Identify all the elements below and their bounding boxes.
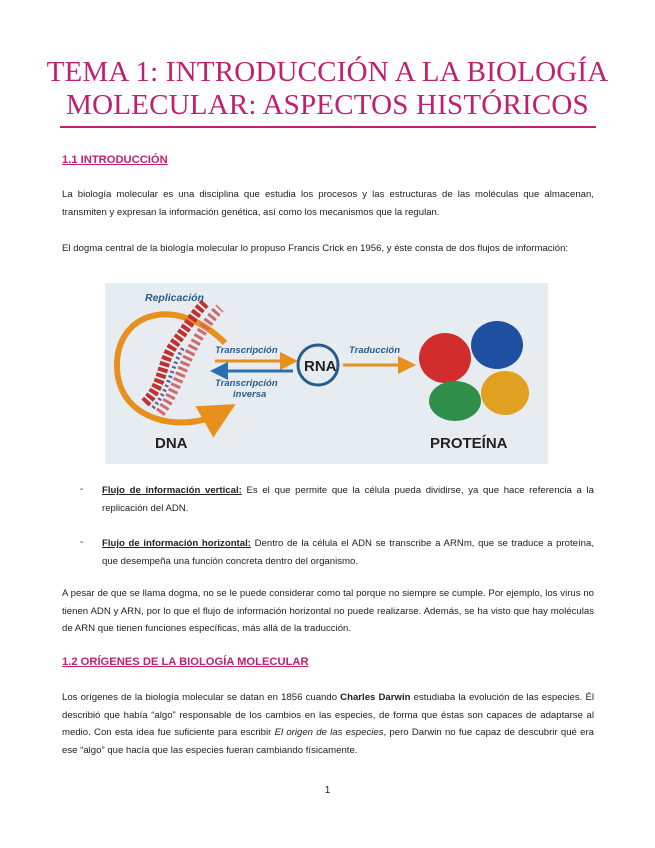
dogma-paragraph: El dogma central de la biología molecular lo propuso Francis Crick en 1956, y éste consta de dos flujos de información:: [62, 243, 569, 254]
section-2-heading: 1.2 ORÍGENES DE LA BIOLOGÍA MOLECULAR: [62, 656, 309, 668]
replication-arrow: [117, 314, 225, 422]
bullet-item-horizontal: [102, 535, 594, 570]
origins-text-c: estudiaba la evolución de las especies. Él describió que había “algo” responsable de los cambios en las especies, de forma que éstas son capaces de adaptarse al medio. Con esta idea fue suficiente para escribir: [62, 692, 594, 738]
title-divider: [60, 126, 596, 128]
protein-label: PROTEÍNA: [430, 435, 508, 452]
dna-label: DNA: [155, 435, 188, 452]
bullet-term-horizontal: Flujo de información horizontal:: [102, 538, 251, 549]
bullet-term-vertical: Flujo de información vertical:: [102, 485, 242, 496]
bullet-text-vertical: Es el que permite que la célula pueda dividirse, ya que hace referencia a la replicación del ADN.: [102, 485, 594, 514]
bullet-item-vertical: [102, 482, 594, 517]
page-number: 1: [324, 785, 331, 796]
intro-paragraph: La biología molecular es una disciplina que estudia los procesos y las estructuras de las moléculas que almacenan, transmiten y expresan la información genética, así como los mecanismos que la regulan.: [62, 189, 594, 218]
section-1-heading: 1.1 INTRODUCCIÓN: [62, 154, 168, 166]
bullet-dash-1: -: [80, 484, 84, 495]
page-title: [40, 56, 615, 122]
charles-darwin-name: Charles Darwin: [340, 692, 411, 703]
reverse-transcription-label-2: inversa: [233, 389, 267, 400]
translation-label: Traducción: [349, 345, 401, 356]
bullet-dash-2: -: [80, 537, 84, 548]
central-dogma-diagram: [105, 283, 548, 464]
bullet-text-horizontal: Dentro de la célula el ADN se transcribe a ARNm, que se traduce a proteína, que desempeña una función concreta dentro del organismo.: [102, 538, 594, 567]
title-line-1: TEMA 1: INTRODUCCIÓN A LA BIOLOGÍA: [46, 56, 609, 88]
book-title: El origen de las especies: [274, 727, 384, 738]
origins-text-e: , pero Darwin no fue capaz de descubrir qué era ese “algo” que hacía que las especies fueran cambiando físicamente.: [62, 727, 594, 756]
title-line-2: MOLECULAR: ASPECTOS HISTÓRICOS: [66, 89, 589, 121]
transcription-label: Transcripción: [215, 345, 278, 356]
rna-label: RNA: [304, 358, 337, 375]
replication-label: Replicación: [145, 292, 204, 304]
protein-structure-icon: [419, 321, 529, 421]
reverse-transcription-label-1: Transcripción: [215, 378, 278, 389]
central-dogma-figure: [105, 283, 548, 464]
dogma-exceptions-paragraph: A pesar de que se llama dogma, no se le puede considerar como tal porque no siempre se cumple. Por ejemplo, los virus no tienen ADN y ARN, por lo que el flujo de información horizontal no puede realizarse. Además, se ha visto que hay moléculas de ARN que tienen funciones específicas, más allá de la traducción.: [62, 588, 594, 634]
origins-paragraph: [62, 689, 594, 759]
origins-text-a: Los orígenes de la biología molecular se datan en 1856 cuando: [62, 692, 341, 703]
